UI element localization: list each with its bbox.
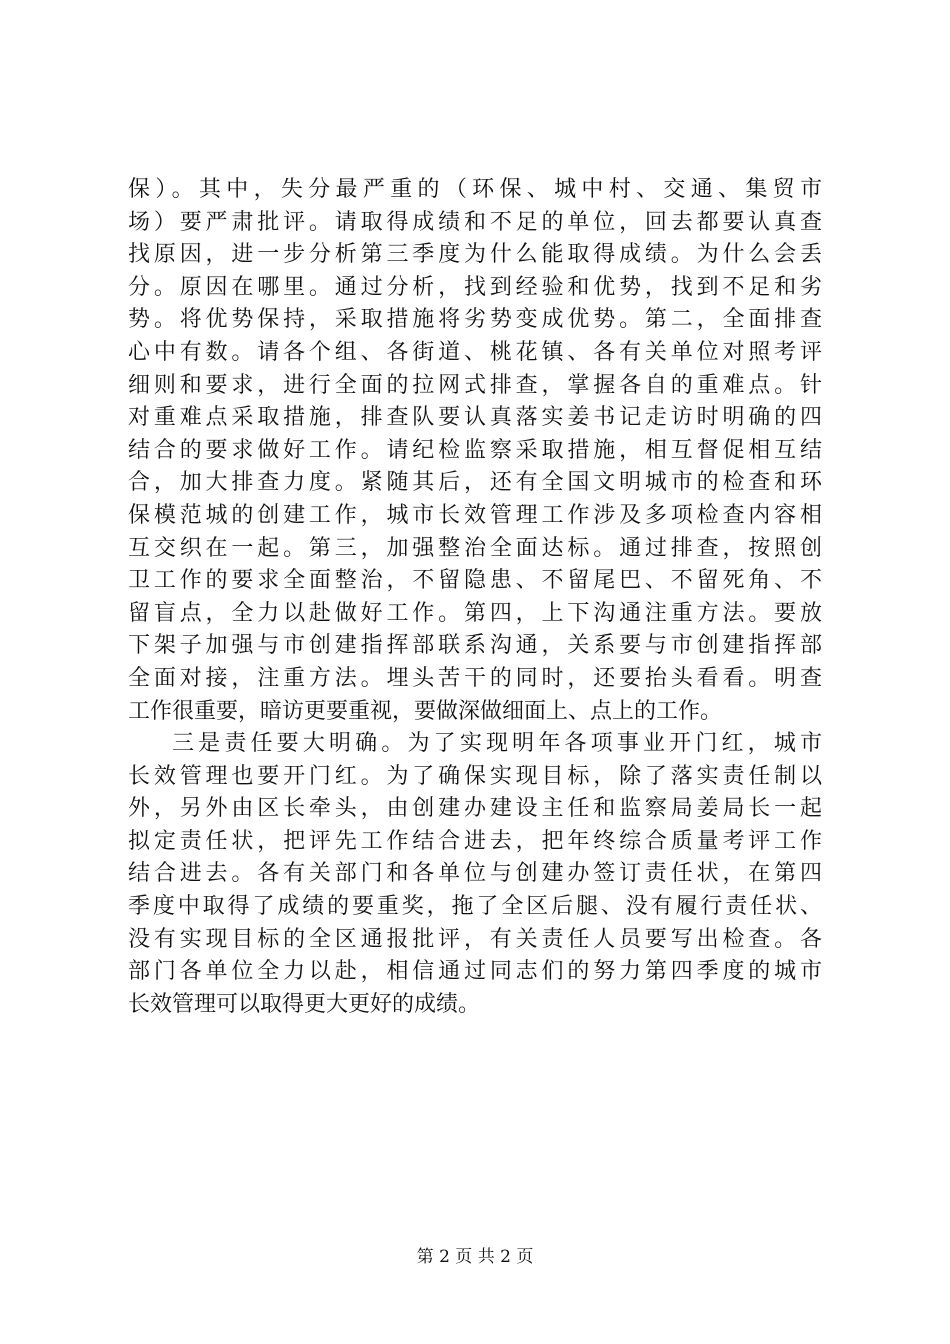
text-line: 拟定责任状，把评先工作结合进去，把年终综合质量考评工作 — [128, 828, 822, 854]
text-line: 势。将优势保持，采取措施将劣势变成优势。第二，全面排查 — [128, 307, 822, 333]
paragraph-2 — [128, 728, 822, 1021]
text-line: 留盲点，全力以赴做好工作。第四，上下沟通注重方法。要放 — [128, 600, 822, 626]
text-line: 全面对接，注重方法。埋头苦干的同时，还要抬头看看。明查 — [128, 665, 822, 691]
text-line: 保）。其中，失分最严重的（环保、城中村、交通、集贸市 — [128, 177, 822, 202]
text-line: 找原因，进一步分析第三季度为什么能取得成绩。为什么会丢 — [128, 242, 822, 268]
text-line: 三是责任要大明确。为了实现明年各项事业开门红，城市 — [172, 731, 822, 757]
text-line: 合，加大排查力度。紧随其后，还有全国文明城市的检查和环 — [128, 470, 822, 496]
document-body — [128, 174, 822, 1021]
text-line: 场）要严肃批评。请取得成绩和不足的单位，回去都要认真查 — [128, 209, 822, 235]
text-line: 下架子加强与市创建指挥部联系沟通，关系要与市创建指挥部 — [128, 633, 822, 659]
text-line: 工作很重要，暗访更要重视，要做深做细面上、点上的工作。 — [128, 698, 723, 724]
text-line: 没有实现目标的全区通报批评，有关责任人员要写出检查。各 — [128, 926, 822, 952]
page-number-footer: 第 2 页 共 2 页 — [416, 1247, 534, 1267]
text-line: 结合进去。各有关部门和各单位与创建办签订责任状，在第四 — [128, 861, 822, 887]
text-line: 部门各单位全力以赴，相信通过同志们的努力第四季度的城市 — [128, 959, 822, 985]
text-line: 分。原因在哪里。通过分析，找到经验和优势，找到不足和劣 — [128, 274, 822, 300]
text-line: 互交织在一起。第三，加强整治全面达标。通过排查，按照创 — [128, 535, 822, 561]
text-line: 长效管理也要开门红。为了确保实现目标，除了落实责任制以 — [128, 763, 822, 789]
text-line: 对重难点采取措施，排查队要认真落实姜书记走访时明确的四 — [128, 405, 822, 431]
paragraph-1 — [128, 174, 822, 728]
text-line: 卫工作的要求全面整治，不留隐患、不留尾巴、不留死角、不 — [128, 568, 822, 594]
text-line: 长效管理可以取得更大更好的成绩。 — [128, 991, 481, 1017]
text-line: 季度中取得了成绩的要重奖，拖了全区后腿、没有履行责任状、 — [128, 894, 822, 920]
text-line: 心中有数。请各个组、各街道、桃花镇、各有关单位对照考评 — [128, 339, 822, 365]
text-line: 外，另外由区长牵头，由创建办建设主任和监察局姜局长一起 — [128, 796, 822, 822]
text-line: 细则和要求，进行全面的拉网式排查，掌握各自的重难点。针 — [128, 372, 822, 398]
text-line: 结合的要求做好工作。请纪检监察采取措施，相互督促相互结 — [128, 437, 822, 463]
text-line: 保模范城的创建工作，城市长效管理工作涉及多项检查内容相 — [128, 502, 822, 528]
